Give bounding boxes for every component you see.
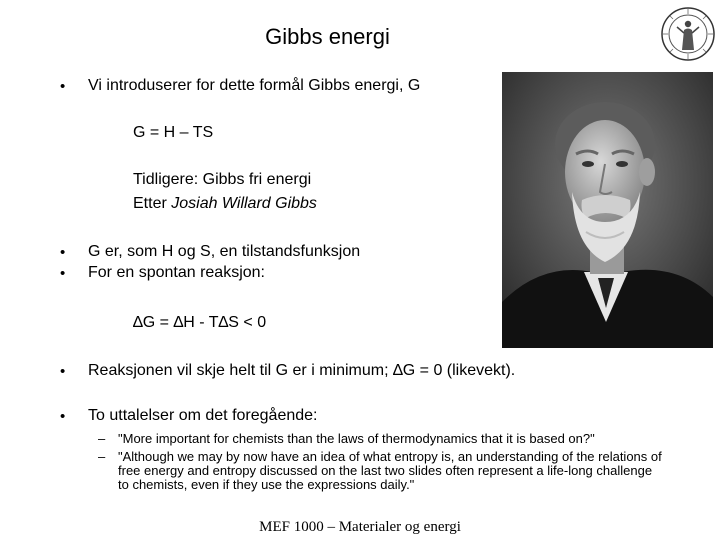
dash-marker: –	[98, 431, 106, 446]
equation-g: G = H – TS	[133, 124, 214, 141]
formerly-text: Tidligere: Gibbs fri energi	[133, 171, 312, 188]
named-after-prefix: Etter	[133, 195, 172, 212]
gibbs-name: Josiah Willard Gibbs	[171, 195, 317, 212]
bullet-marker: •	[60, 408, 66, 425]
slide-title: Gibbs energi	[265, 24, 390, 49]
intro-text: Vi introduserer for dette formål Gibbs energi, G	[88, 77, 421, 94]
gibbs-portrait	[502, 72, 713, 348]
bullet-marker: •	[60, 265, 66, 282]
bullet-marker: •	[60, 363, 66, 380]
quote-item: "More important for chemists than the laws of thermodynamics that it is based on?"	[118, 431, 595, 446]
equation-dg: ∆G = ∆H - T∆S < 0	[133, 314, 267, 331]
bullet-marker: •	[60, 244, 66, 261]
spontaneous-text: For en spontan reaksjon:	[88, 264, 265, 281]
university-seal-icon	[660, 6, 716, 62]
bullet-marker: •	[60, 78, 66, 95]
named-after-text	[133, 195, 317, 213]
state-function-text: G er, som H og S, en tilstandsfunksjon	[88, 243, 361, 260]
dash-marker: –	[98, 449, 106, 464]
statements-intro: To uttalelser om det foregående:	[88, 407, 318, 424]
slide-footer: MEF 1000 – Materialer og energi	[259, 519, 461, 535]
equilibrium-text: Reaksjonen vil skje helt til G er i minimum; ∆G = 0 (likevekt).	[88, 362, 516, 379]
quote-item: "Although we may by now have an idea of what entropy is, an understanding of the relations of free energy and entropy discussed on the last two slides often represent a life-long challenge to chemists, even if they use the expressions daily."	[118, 449, 662, 492]
